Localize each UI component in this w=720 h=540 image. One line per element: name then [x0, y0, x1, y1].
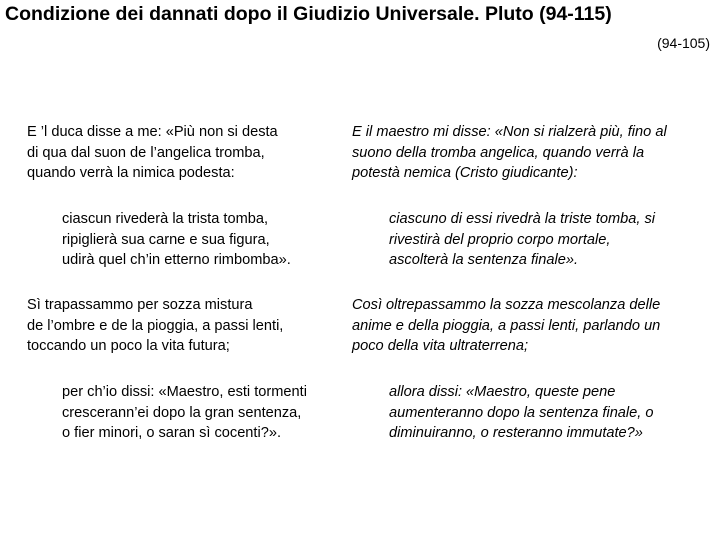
verse-line: Sì trapassammo per sozza mistura: [27, 297, 253, 313]
stanza-translation: [389, 209, 655, 271]
verse-line: crescerann’ei dopo la gran sentenza,: [62, 404, 302, 421]
stanza-original: [27, 122, 278, 184]
stanza-original: [62, 382, 307, 444]
translation-line: ciascuno di essi rivedrà la triste tomba, si: [389, 211, 656, 227]
verse-line: o fier minori, o saran sì cocenti?».: [62, 425, 282, 441]
translation-line: diminuiranno, o resteranno immutate?»: [389, 425, 643, 441]
stanza-translation: [352, 122, 667, 184]
page-title: Condizione dei dannati dopo il Giudizio Universale. Pluto (94-115): [5, 3, 612, 25]
translation-line: anime e della pioggia, a passi lenti, parlando un: [352, 317, 661, 334]
stanza-original: [27, 295, 283, 357]
verse-line: udirà quel ch’in etterno rimbomba».: [62, 252, 291, 268]
translation-line: Così oltrepassammo la sozza mescolanza delle: [352, 297, 661, 313]
stanza-original: [62, 209, 291, 271]
verse-line: di qua dal suon de l’angelica tromba,: [27, 144, 265, 161]
translation-line: poco della vita ultraterrena;: [352, 338, 529, 354]
translation-line: rivestirà del proprio corpo mortale,: [389, 231, 611, 248]
translation-line: E il maestro mi disse: «Non si rialzerà più, fino al: [352, 124, 667, 140]
verse-line: per ch’io dissi: «Maestro, esti tormenti: [62, 384, 307, 400]
verse-line: ciascun rivederà la trista tomba,: [62, 211, 269, 227]
translation-line: suono della tromba angelica, quando verrà la: [352, 144, 645, 161]
translation-line: allora dissi: «Maestro, queste pene: [389, 384, 616, 400]
stanza-translation: [389, 382, 654, 444]
translation-line: potestà nemica (Cristo giudicante):: [352, 165, 578, 181]
verse-line: E ’l duca disse a me: «Più non si desta: [27, 124, 278, 140]
verse-line: ripiglierà sua carne e sua figura,: [62, 231, 270, 248]
verse-line: de l’ombre e de la pioggia, a passi lenti,: [27, 317, 284, 334]
verse-line: quando verrà la nimica podesta:: [27, 165, 235, 181]
stanza-translation: [352, 295, 660, 357]
translation-line: aumenteranno dopo la sentenza finale, o: [389, 404, 654, 421]
translation-line: ascolterà la sentenza finale».: [389, 252, 579, 268]
verse-range: (94-105): [657, 35, 710, 51]
verse-line: toccando un poco la vita futura;: [27, 338, 230, 354]
